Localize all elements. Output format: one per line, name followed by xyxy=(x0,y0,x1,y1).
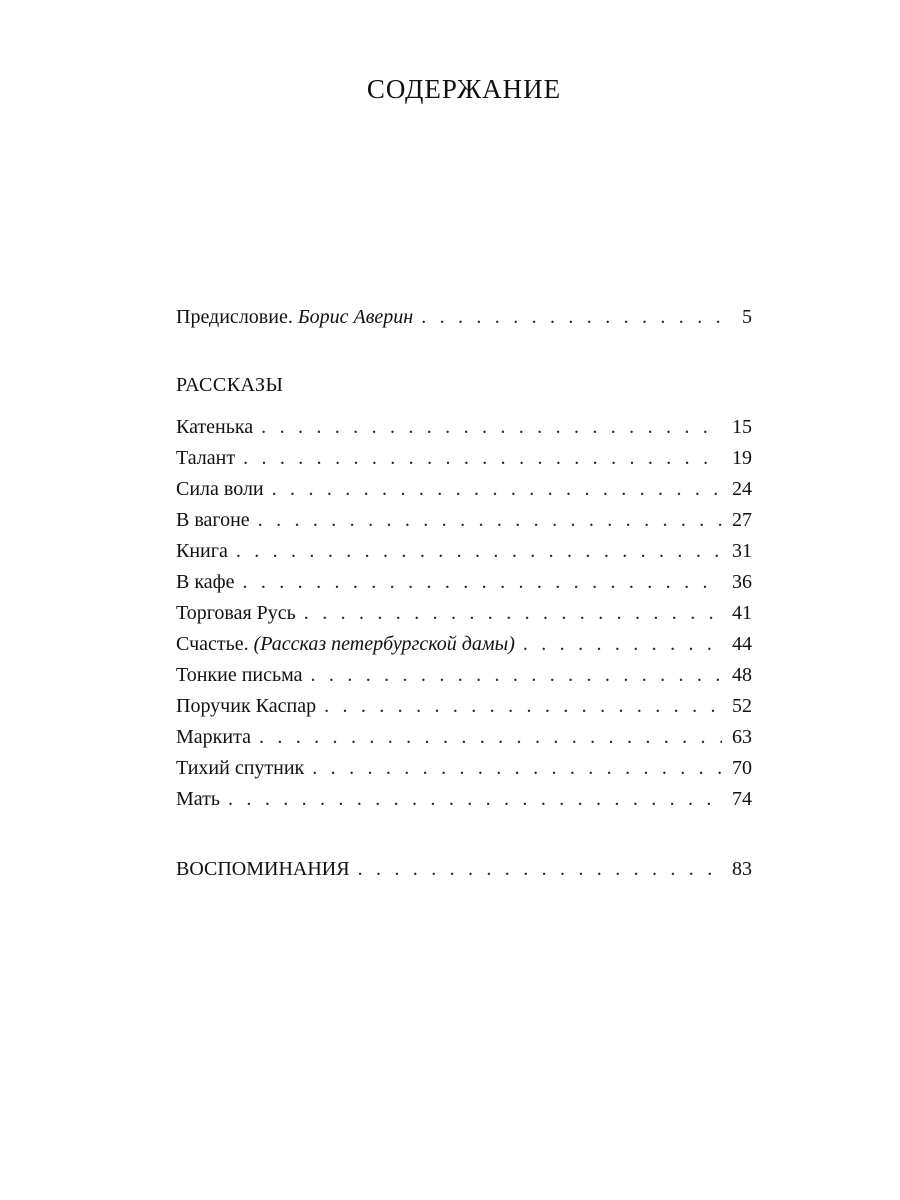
section-heading-stories: РАССКАЗЫ xyxy=(176,374,284,396)
toc-memoirs xyxy=(176,858,752,889)
toc-entry-title xyxy=(176,726,251,749)
toc-page-number: 5 xyxy=(742,306,752,328)
toc-entry[interactable] xyxy=(176,416,752,447)
toc-entry-title xyxy=(176,416,253,439)
toc-entry[interactable] xyxy=(176,602,752,633)
dot-leader xyxy=(324,695,722,718)
toc-page-number: 15 xyxy=(732,416,752,438)
toc-entry[interactable] xyxy=(176,478,752,509)
toc-entry-title xyxy=(176,478,264,501)
dot-leader xyxy=(421,306,732,329)
dot-leader xyxy=(236,540,722,563)
toc-entry-main-title: Мать xyxy=(176,788,221,810)
toc-page-number: 24 xyxy=(732,478,752,500)
dot-leader xyxy=(261,416,722,439)
toc-entry-title xyxy=(176,788,220,811)
toc-entry-title xyxy=(176,664,303,687)
toc-entry-title xyxy=(176,306,413,329)
toc-page-number: 19 xyxy=(732,447,752,469)
toc-entry-main-title: Поручик Каспар xyxy=(176,695,317,717)
toc-entry-main-title: В вагоне xyxy=(176,509,250,531)
dot-leader xyxy=(259,726,722,749)
toc-preface xyxy=(176,306,752,337)
toc-entry-main-title: Катенька xyxy=(176,416,254,438)
toc-entry[interactable] xyxy=(176,726,752,757)
toc-entry-main-title: Тонкие письма xyxy=(176,664,303,686)
toc-entry-subtitle: (Рассказ петербургской дамы) xyxy=(253,633,515,655)
toc-entry-main-title: Счастье. xyxy=(176,633,249,655)
toc-page-number: 70 xyxy=(732,757,752,779)
dot-leader xyxy=(358,858,722,881)
toc-entry-title xyxy=(176,509,250,532)
toc-entry[interactable] xyxy=(176,695,752,726)
dot-leader xyxy=(258,509,722,532)
toc-entry[interactable] xyxy=(176,540,752,571)
toc-entry-preface[interactable] xyxy=(176,306,752,337)
toc-entry-title xyxy=(176,695,316,718)
toc-entry-title xyxy=(176,540,228,563)
toc-stories-list xyxy=(176,416,752,819)
toc-page-number: 74 xyxy=(732,788,752,810)
dot-leader xyxy=(272,478,722,501)
toc-entry-main-title: В кафе xyxy=(176,571,235,593)
dot-leader xyxy=(304,602,722,625)
page-title: СОДЕРЖАНИЕ xyxy=(366,74,562,104)
toc-entry-main-title: Талант xyxy=(176,447,236,469)
toc-page-number: 31 xyxy=(732,540,752,562)
dot-leader xyxy=(228,788,722,811)
toc-page-number: 48 xyxy=(732,664,752,686)
toc-entry-main-title: Книга xyxy=(176,540,228,562)
preface-label: Предисловие. xyxy=(176,306,293,328)
preface-author: Борис Аверин xyxy=(297,306,414,328)
toc-entry[interactable] xyxy=(176,633,752,664)
toc-entry-main-title: Тихий спутник xyxy=(176,757,305,779)
dot-leader xyxy=(312,757,722,780)
toc-entry-title xyxy=(176,633,515,656)
toc-entry-main-title: Торговая Русь xyxy=(176,602,296,624)
toc-entry[interactable] xyxy=(176,509,752,540)
dot-leader xyxy=(242,571,722,594)
toc-page-number: 27 xyxy=(732,509,752,531)
dot-leader xyxy=(243,447,722,470)
toc-page-number: 52 xyxy=(732,695,752,717)
toc-entry[interactable] xyxy=(176,664,752,695)
toc-page-number: 44 xyxy=(732,633,752,655)
toc-entry[interactable] xyxy=(176,571,752,602)
toc-entry-title: ВОСПОМИНАНИЯ xyxy=(176,858,350,880)
dot-leader xyxy=(523,633,722,656)
toc-page-number: 83 xyxy=(732,858,752,880)
toc-page-number: 36 xyxy=(732,571,752,593)
toc-entry-title xyxy=(176,447,235,470)
toc-page-number: 63 xyxy=(732,726,752,748)
toc-entry-title xyxy=(176,602,296,625)
toc-entry-main-title: Маркита xyxy=(176,726,251,748)
toc-entry-title xyxy=(176,757,304,780)
toc-entry-memoirs[interactable] xyxy=(176,858,752,889)
toc-entry[interactable] xyxy=(176,447,752,478)
toc-entry[interactable] xyxy=(176,757,752,788)
toc-entry[interactable] xyxy=(176,788,752,819)
toc-entry-main-title: Сила воли xyxy=(176,478,264,500)
dot-leader xyxy=(311,664,722,687)
toc-entry-title xyxy=(176,571,234,594)
toc-page-number: 41 xyxy=(732,602,752,624)
